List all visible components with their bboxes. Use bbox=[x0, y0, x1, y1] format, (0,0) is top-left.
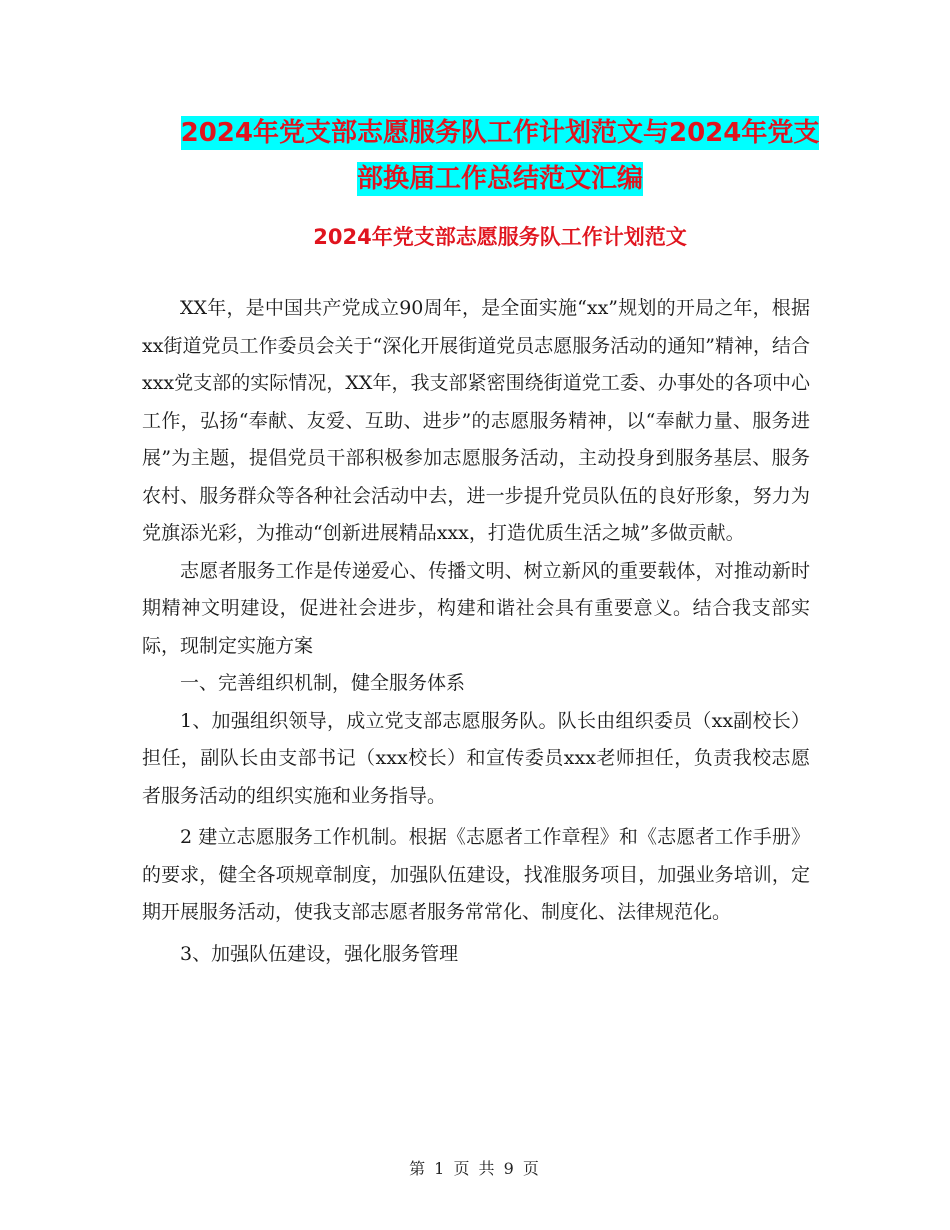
paragraph: 2 建立志愿服务工作机制。根据《志愿者工作章程》和《志愿者工作手册》的要求，健全各项规章制度，加强队伍建设，找准服务项目，加强业务培训，定期开展服务活动，使我支部志愿者服务常常化、制度化、法律规范化。 bbox=[142, 826, 810, 923]
document-title bbox=[140, 110, 860, 202]
page-number: 第 1 页 共 9 页 bbox=[409, 1159, 541, 1178]
paragraph: 志愿者服务工作是传递爱心、传播文明、树立新风的重要载体，对推动新时期精神文明建设，促进社会进步，构建和谐社会具有重要意义。结合我支部实际，现制定实施方案 bbox=[142, 559, 810, 657]
document-body bbox=[142, 290, 810, 973]
section-heading: 一、完善组织机制，健全服务体系 bbox=[180, 672, 466, 694]
title-line-1: 2024年党支部志愿服务队工作计划范文与2024年党支 bbox=[180, 118, 820, 148]
paragraph: 3、加强队伍建设，强化服务管理 bbox=[180, 942, 459, 965]
title-line-2: 部换届工作总结范文汇编 bbox=[356, 164, 643, 194]
paragraph: XX年，是中国共产党成立90周年，是全面实施“xx”规划的开局之年，根据xx街道党员工作委员会关于“深化开展街道党员志愿服务活动的通知”精神，结合xxx党支部的实际情况，XX年，我支部紧密围绕街道党工委、办事处的各项中心工作，弘扬“奉献、友爱、互助、进步”的志愿服务精神，以“奉献力量、服务进展”为主题，提倡党员干部积极参加志愿服务活动，主动投身到服务基层、服务农村、服务群众等各种社会活动中去，进一步提升党员队伍的良好形象，努力为党旗添光彩，为推动“创新进展精品xxx，打造优质生活之城”多做贡献。 bbox=[142, 297, 810, 544]
paragraph: 1、加强组织领导，成立党支部志愿服务队。队长由组织委员（xx副校长）担任，副队长由支部书记（xxx校长）和宣传委员xxx老师担任，负责我校志愿者服务活动的组织实施和业务指导。 bbox=[142, 709, 810, 807]
section-title: 2024年党支部志愿服务队工作计划范文 bbox=[313, 225, 687, 249]
